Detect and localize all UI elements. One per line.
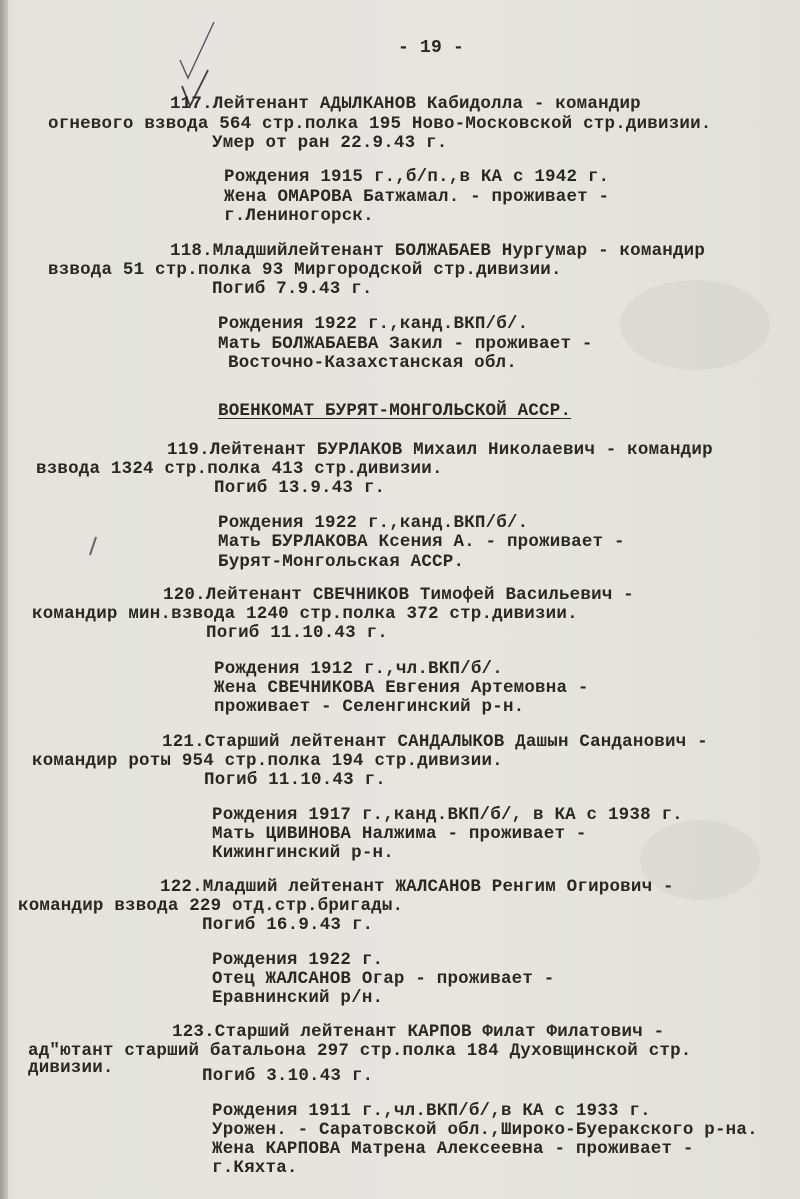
entry-123-detail-4: г.Кяхта.: [212, 1158, 298, 1178]
section-heading: ВОЕНКОМАТ БУРЯТ-МОНГОЛЬСКОЙ АССР.: [218, 401, 572, 421]
entry-117-line-1: 117.Лейтенант АДЫЛКАНОВ Кабидолла - командир: [170, 94, 641, 114]
entry-119-detail-2: Мать БУРЛАКОВА Ксения А. - проживает -: [218, 532, 625, 552]
entry-121-line-1: 121.Старший лейтенант САНДАЛЫКОВ Дашын Санданович -: [162, 732, 708, 752]
entry-122-detail-2: Отец ЖАЛСАНОВ Огар - проживает -: [212, 969, 555, 989]
entry-123-line-3: дивизии.: [28, 1058, 114, 1078]
entry-123-death: Погиб 3.10.43 г.: [202, 1066, 374, 1086]
entry-119-detail-3: Бурят-Монгольская АССР.: [218, 552, 465, 572]
entry-121-detail-1: Рождения 1917 г.,канд.ВКП/б/, в КА с 1938 г.: [212, 805, 683, 825]
entry-117-death: Умер от ран 22.9.43 г.: [212, 133, 448, 153]
entry-122-detail-1: Рождения 1922 г.: [212, 950, 384, 970]
pencil-mark-icon: [86, 535, 100, 559]
entry-123-line-1: 123.Старший лейтенант КАРПОВ Филат Филатович -: [172, 1022, 665, 1042]
entry-119-line-1: 119.Лейтенант БУРЛАКОВ Михаил Николаевич - командир: [167, 440, 713, 460]
entry-119-death: Погиб 13.9.43 г.: [214, 478, 386, 498]
entry-121-detail-2: Мать ЦИВИНОВА Налжима - проживает -: [212, 824, 587, 844]
entry-117-detail-2: Жена ОМАРОВА Батжамал. - проживает -: [224, 187, 610, 207]
entry-123-detail-1: Рождения 1911 г.,чл.ВКП/б/,в КА с 1933 г.: [212, 1101, 651, 1121]
entry-119-detail-1: Рождения 1922 г.,канд.ВКП/б/.: [218, 513, 529, 533]
entry-121-line-2: командир роты 954 стр.полка 194 стр.дивизии.: [32, 751, 503, 771]
entry-118-detail-1: Рождения 1922 г.,канд.ВКП/б/.: [218, 314, 529, 334]
entry-123-line-2: ад"ютант старший батальона 297 стр.полка 184 Духовщинской стр.: [28, 1041, 692, 1061]
paper-smudge: [620, 280, 770, 370]
entry-120-line-1: 120.Лейтенант СВЕЧНИКОВ Тимофей Васильевич -: [163, 585, 634, 605]
entry-123-detail-2: Урожен. - Саратовской обл.,Широко-Буеракского р-на.: [212, 1120, 758, 1140]
entry-122-detail-3: Еравнинский р/н.: [212, 988, 384, 1008]
entry-118-detail-2: Мать БОЛЖАБАЕВА Закил - проживает -: [218, 334, 593, 354]
entry-118-detail-3: Восточно-Казахстанская обл.: [228, 353, 517, 373]
entry-120-detail-2: Жена СВЕЧНИКОВА Евгения Артемовна -: [214, 678, 589, 698]
entry-117-detail-1: Рождения 1915 г.,б/п.,в КА с 1942 г.: [224, 167, 610, 187]
entry-122-death: Погиб 16.9.43 г.: [202, 915, 374, 935]
entry-120-detail-3: проживает - Селенгинский р-н.: [214, 697, 525, 717]
entry-122-line-2: командир взвода 229 отд.стр.бригады.: [18, 896, 404, 916]
entry-118-death: Погиб 7.9.43 г.: [212, 279, 373, 299]
entry-123-detail-3: Жена КАРПОВА Матрена Алексеевна - проживает -: [212, 1139, 694, 1159]
entry-120-line-2: командир мин.взвода 1240 стр.полка 372 стр.дивизии.: [32, 604, 578, 624]
page-binding-edge: [0, 0, 8, 1199]
entry-121-detail-3: Кижингинский р-н.: [212, 843, 394, 863]
entry-118-line-1: 118.Младшийлейтенант БОЛЖАБАЕВ Нургумар - командир: [170, 241, 706, 261]
entry-119-line-2: взвода 1324 стр.полка 413 стр.дивизии.: [36, 459, 443, 479]
entry-117-detail-3: г.Лениногорск.: [224, 206, 374, 226]
page-number: - 19 -: [398, 38, 465, 58]
entry-120-death: Погиб 11.10.43 г.: [206, 623, 388, 643]
entry-121-death: Погиб 11.10.43 г.: [204, 770, 386, 790]
entry-117-line-2: огневого взвода 564 стр.полка 195 Ново-Московской стр.дивизии.: [48, 114, 712, 134]
entry-120-detail-1: Рождения 1912 г.,чл.ВКП/б/.: [214, 659, 503, 679]
entry-118-line-2: взвода 51 стр.полка 93 Миргородской стр.дивизии.: [48, 260, 562, 280]
entry-122-line-1: 122.Младший лейтенант ЖАЛСАНОВ Ренгим Огирович -: [160, 877, 674, 897]
